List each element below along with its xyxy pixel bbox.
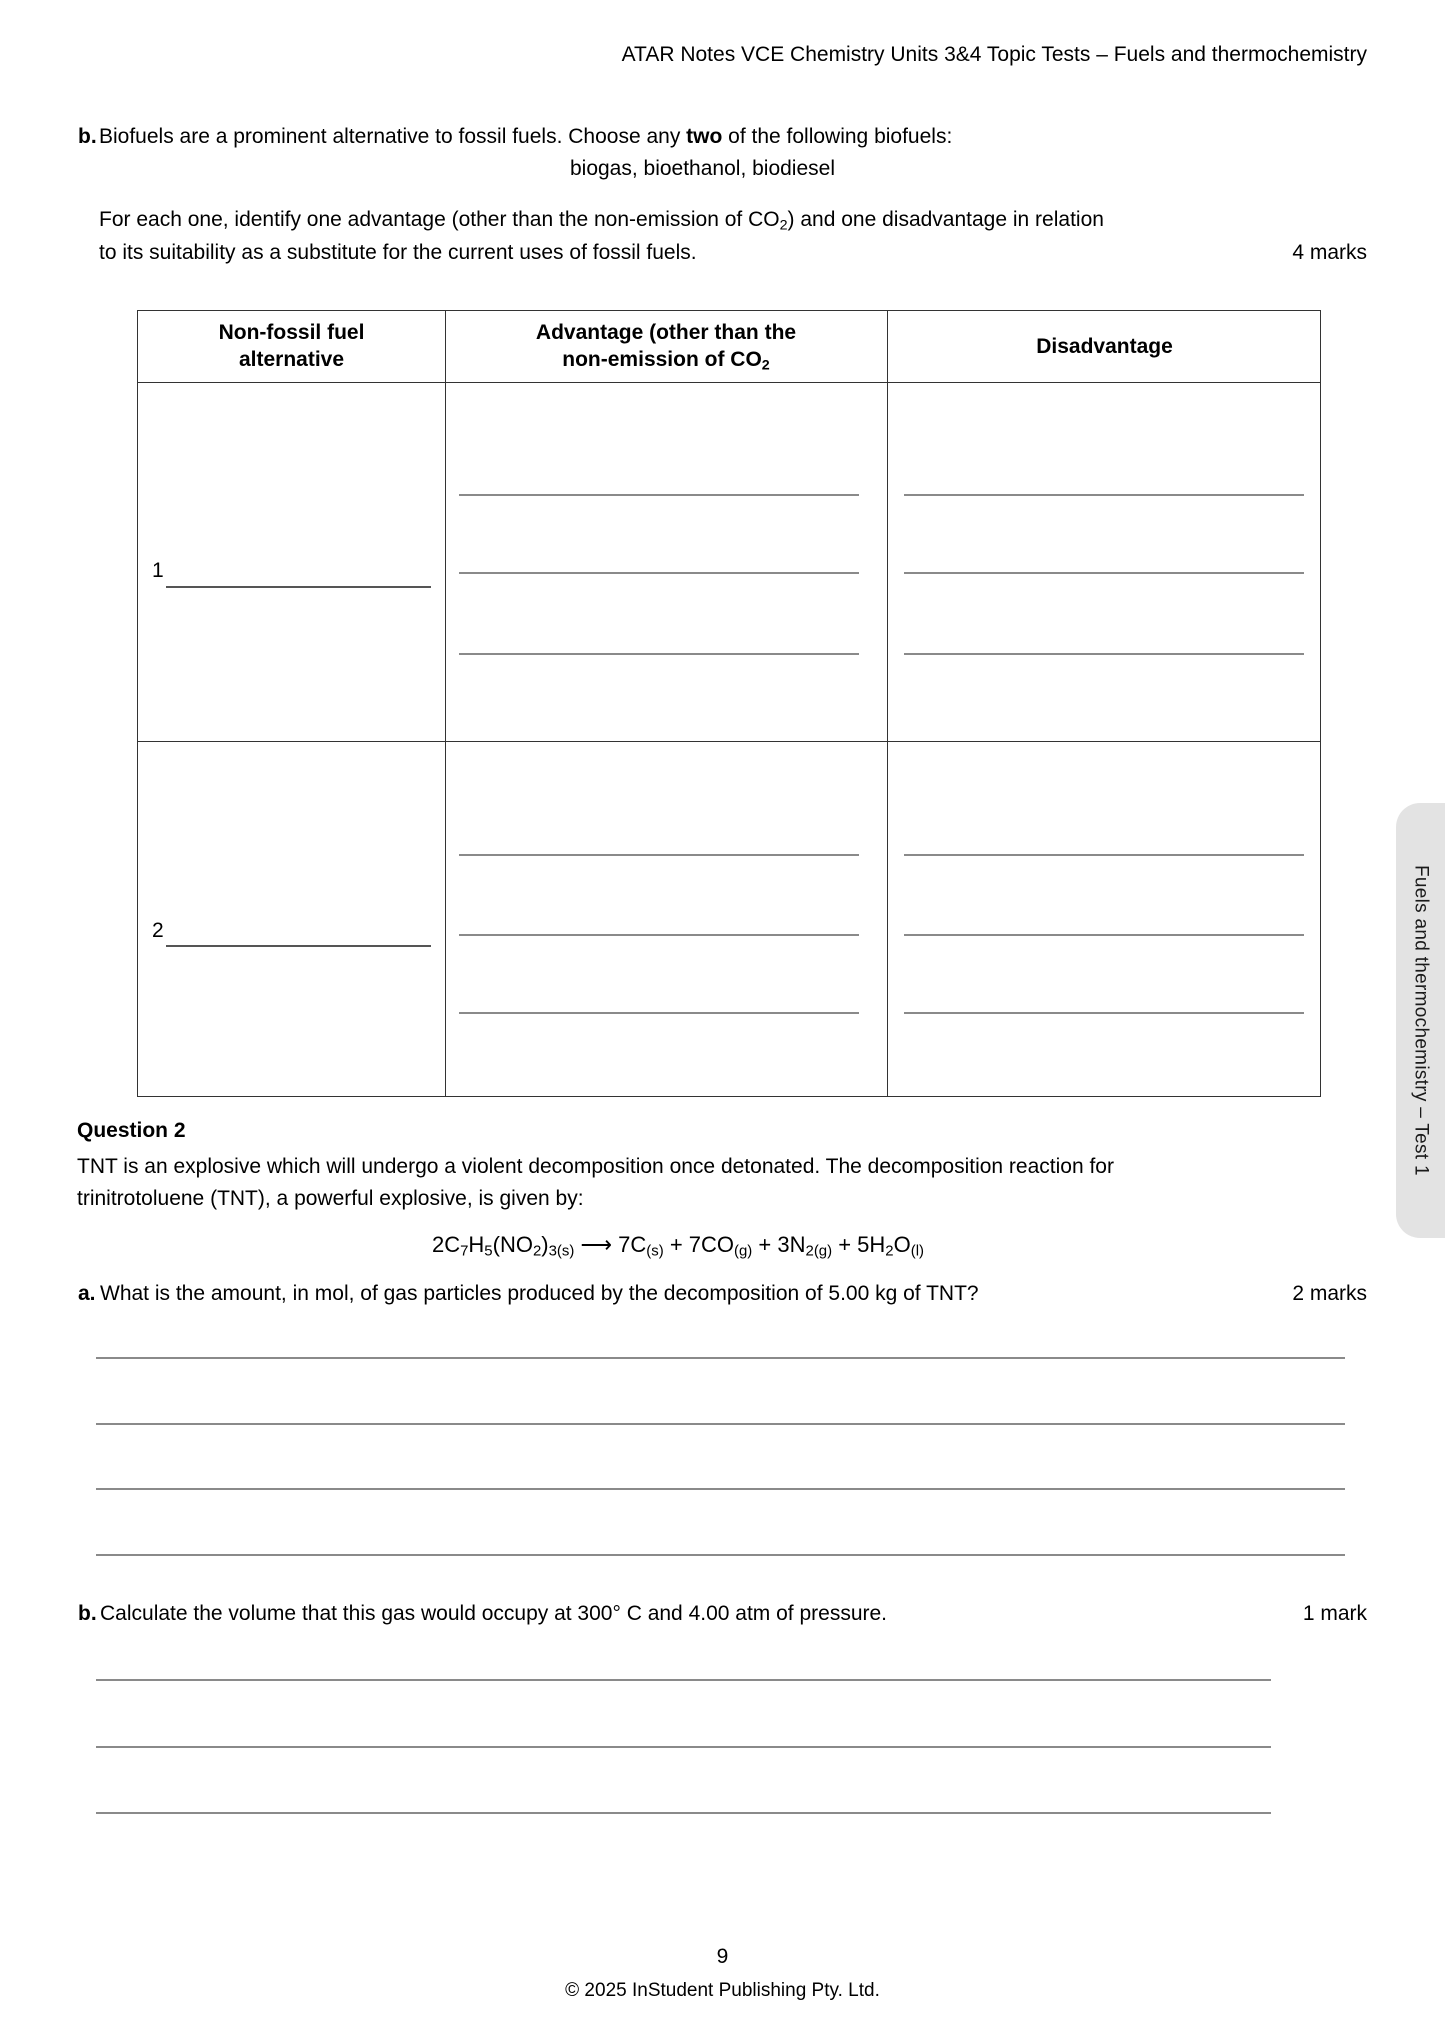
- answer-line: [459, 494, 859, 496]
- table-row-divider: [138, 741, 1320, 742]
- question-b-intro: Biofuels are a prominent alternative to fossil fuels. Choose any two of the following biofuels:: [99, 125, 953, 148]
- row2-name-line: [166, 945, 431, 947]
- answer-line: [96, 1357, 1345, 1359]
- row2-number: 2: [152, 919, 164, 942]
- question2-title: Question 2: [77, 1119, 186, 1142]
- tnt-equation: $2C_7H_5(NO_2)_{3(s)}$ ⟶ $7C_{(s)} + 7CO_{(g)} + 3N_{2(g)} + 5H_2O_{(l)}$: [431, 1232, 925, 1260]
- table-header-col3: Disadvantage: [1036, 335, 1173, 358]
- copyright-notice: © 2025 InStudent Publishing Pty. Ltd.: [565, 1980, 880, 2001]
- row1-number: 1: [152, 559, 164, 582]
- answer-line: [904, 934, 1304, 936]
- biofuels-table: [137, 310, 1321, 1097]
- table-row-divider: [138, 382, 1320, 383]
- answer-line: [904, 854, 1304, 856]
- question-b-label: b.: [78, 125, 97, 148]
- question-b-detail-line1: For each one, identify one advantage (other than the non-emission of $CO_2$) and one disadvantage in relation: [99, 208, 1104, 234]
- question2b-label: b.: [78, 1602, 97, 1625]
- answer-line: [459, 854, 859, 856]
- table-header-col2: Advantage (other than the non-emission of $CO_2$: [535, 321, 797, 374]
- answer-line: [96, 1746, 1271, 1748]
- question2a-marks: 2 marks: [1292, 1282, 1367, 1305]
- answer-line: [459, 1012, 859, 1014]
- answer-line: [459, 572, 859, 574]
- answer-line: [96, 1488, 1345, 1490]
- answer-line: [96, 1812, 1271, 1814]
- table-column-divider: [887, 311, 888, 1096]
- question-b-marks: 4 marks: [1292, 241, 1367, 264]
- table-column-divider: [445, 311, 446, 1096]
- page-number: 9: [716, 1945, 729, 1968]
- answer-line: [904, 572, 1304, 574]
- answer-line: [459, 653, 859, 655]
- question2-body-line2: trinitrotoluene (TNT), a powerful explosive, is given by:: [77, 1187, 584, 1210]
- biofuel-options: biogas, bioethanol, biodiesel: [569, 157, 836, 180]
- question2-body-line1: TNT is an explosive which will undergo a violent decomposition once detonated. The decomposition reaction for: [77, 1155, 1114, 1178]
- question2b-marks: 1 mark: [1302, 1602, 1367, 1625]
- row1-name-line: [166, 586, 431, 588]
- question2b-text: Calculate the volume that this gas would occupy at 300° C and 4.00 atm of pressure.: [100, 1602, 888, 1625]
- answer-line: [96, 1679, 1271, 1681]
- answer-line: [96, 1554, 1345, 1556]
- answer-line: [904, 494, 1304, 496]
- question2a-text: What is the amount, in mol, of gas particles produced by the decomposition of 5.00 kg of TNT?: [100, 1282, 979, 1305]
- answer-line: [459, 934, 859, 936]
- table-header-col1: Non-fossil fuel alternative: [218, 321, 365, 371]
- answer-line: [96, 1423, 1345, 1425]
- answer-line: [904, 1012, 1304, 1014]
- question-b-detail-line2: to its suitability as a substitute for the current uses of fossil fuels.: [99, 241, 697, 264]
- side-tab: [1396, 803, 1445, 1238]
- question2a-label: a.: [78, 1282, 96, 1305]
- answer-line: [904, 653, 1304, 655]
- page-header: ATAR Notes VCE Chemistry Units 3&4 Topic Tests – Fuels and thermochemistry: [621, 43, 1367, 66]
- side-tab-label: Fuels and thermochemistry – Test 1: [1410, 865, 1432, 1176]
